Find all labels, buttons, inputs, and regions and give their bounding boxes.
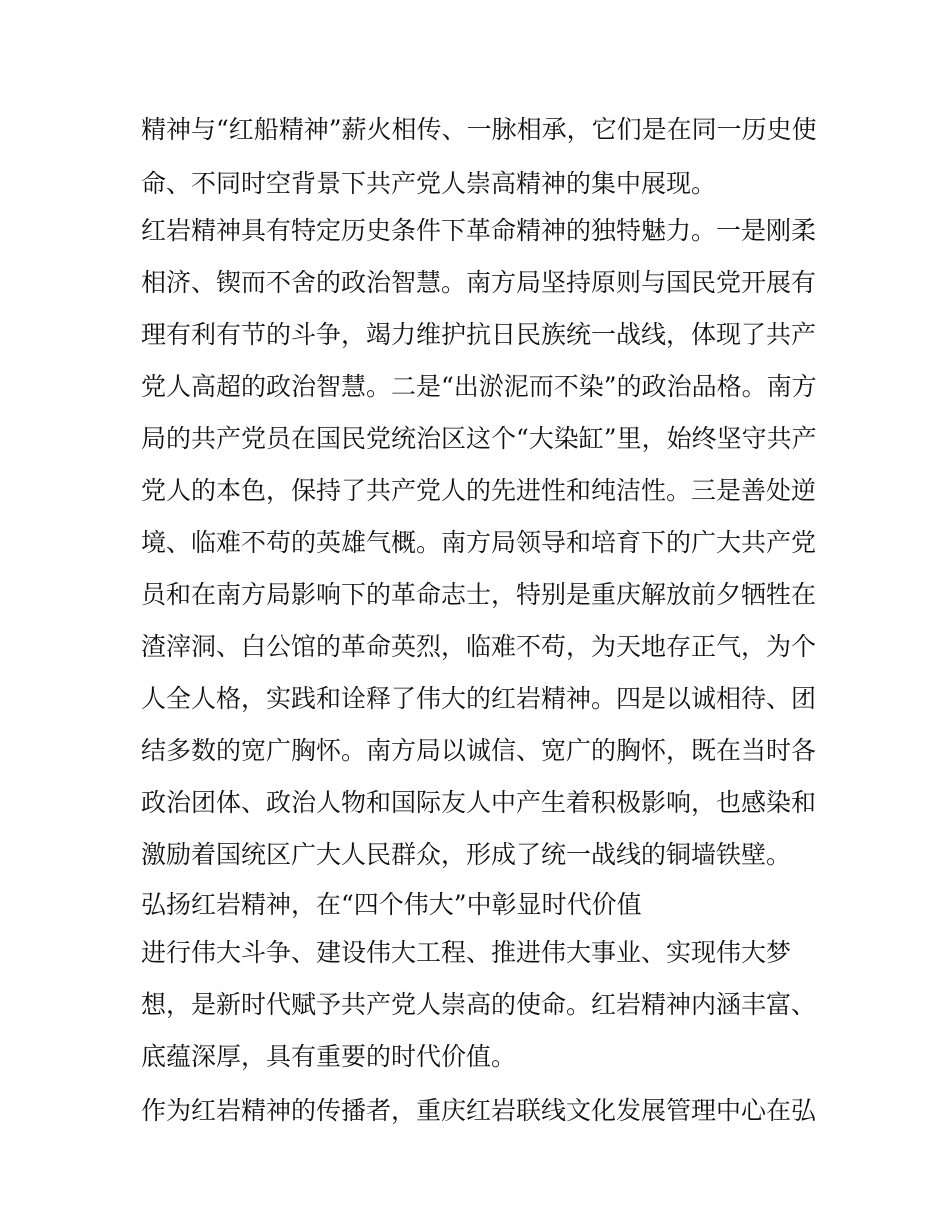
- text-line: 进行伟大斗争、建设伟大工程、推进伟大事业、实现伟大梦: [141, 938, 792, 967]
- text-line: 党人高超的政治智慧。二是“出淤泥而不染”的政治品格。南方: [141, 372, 817, 401]
- text-line: 党人的本色，保持了共产党人的先进性和纯洁性。三是善处逆: [141, 476, 817, 505]
- text-line: 想，是新时代赋予共产党人崇高的使命。红岩精神内涵丰富、: [141, 990, 817, 1019]
- text-line: 红岩精神具有特定历史条件下革命精神的独特魅力。一是刚柔: [141, 216, 817, 245]
- text-line: 激励着国统区广大人民群众，形成了统一战线的铜墙铁壁。: [141, 840, 792, 869]
- text-line: 渣滓洞、白公馆的革命英烈，临难不苟，为天地存正气，为个: [141, 632, 817, 661]
- text-line: 相济、锲而不舍的政治智慧。南方局坚持原则与国民党开展有: [141, 268, 817, 297]
- text-line: 员和在南方局影响下的革命志士，特别是重庆解放前夕牺牲在: [141, 580, 817, 609]
- text-line: 境、临难不苟的英雄气概。南方局领导和培育下的广大共产党: [141, 528, 817, 557]
- section-heading: 弘扬红岩精神，在“四个伟大”中彰显时代价值: [141, 890, 642, 919]
- text-line: 人全人格，实践和诠释了伟大的红岩精神。四是以诚相待、团: [141, 684, 817, 713]
- text-line: 结多数的宽广胸怀。南方局以诚信、宽广的胸怀，既在当时各: [141, 736, 817, 765]
- text-line: 政治团体、政治人物和国际友人中产生着积极影响，也感染和: [141, 788, 817, 817]
- text-line: 局的共产党员在国民党统治区这个“大染缸”里，始终坚守共产: [141, 424, 817, 453]
- text-line: 底蕴深厚，具有重要的时代价值。: [141, 1042, 517, 1071]
- text-line: 命、不同时空背景下共产党人崇高精神的集中展现。: [141, 169, 717, 198]
- text-line: 精神与“红船精神”薪火相传、一脉相承，它们是在同一历史使: [141, 115, 817, 144]
- text-line: 作为红岩精神的传播者，重庆红岩联线文化发展管理中心在弘: [141, 1096, 817, 1125]
- text-line: 理有利有节的斗争，竭力维护抗日民族统一战线，体现了共产: [141, 320, 817, 349]
